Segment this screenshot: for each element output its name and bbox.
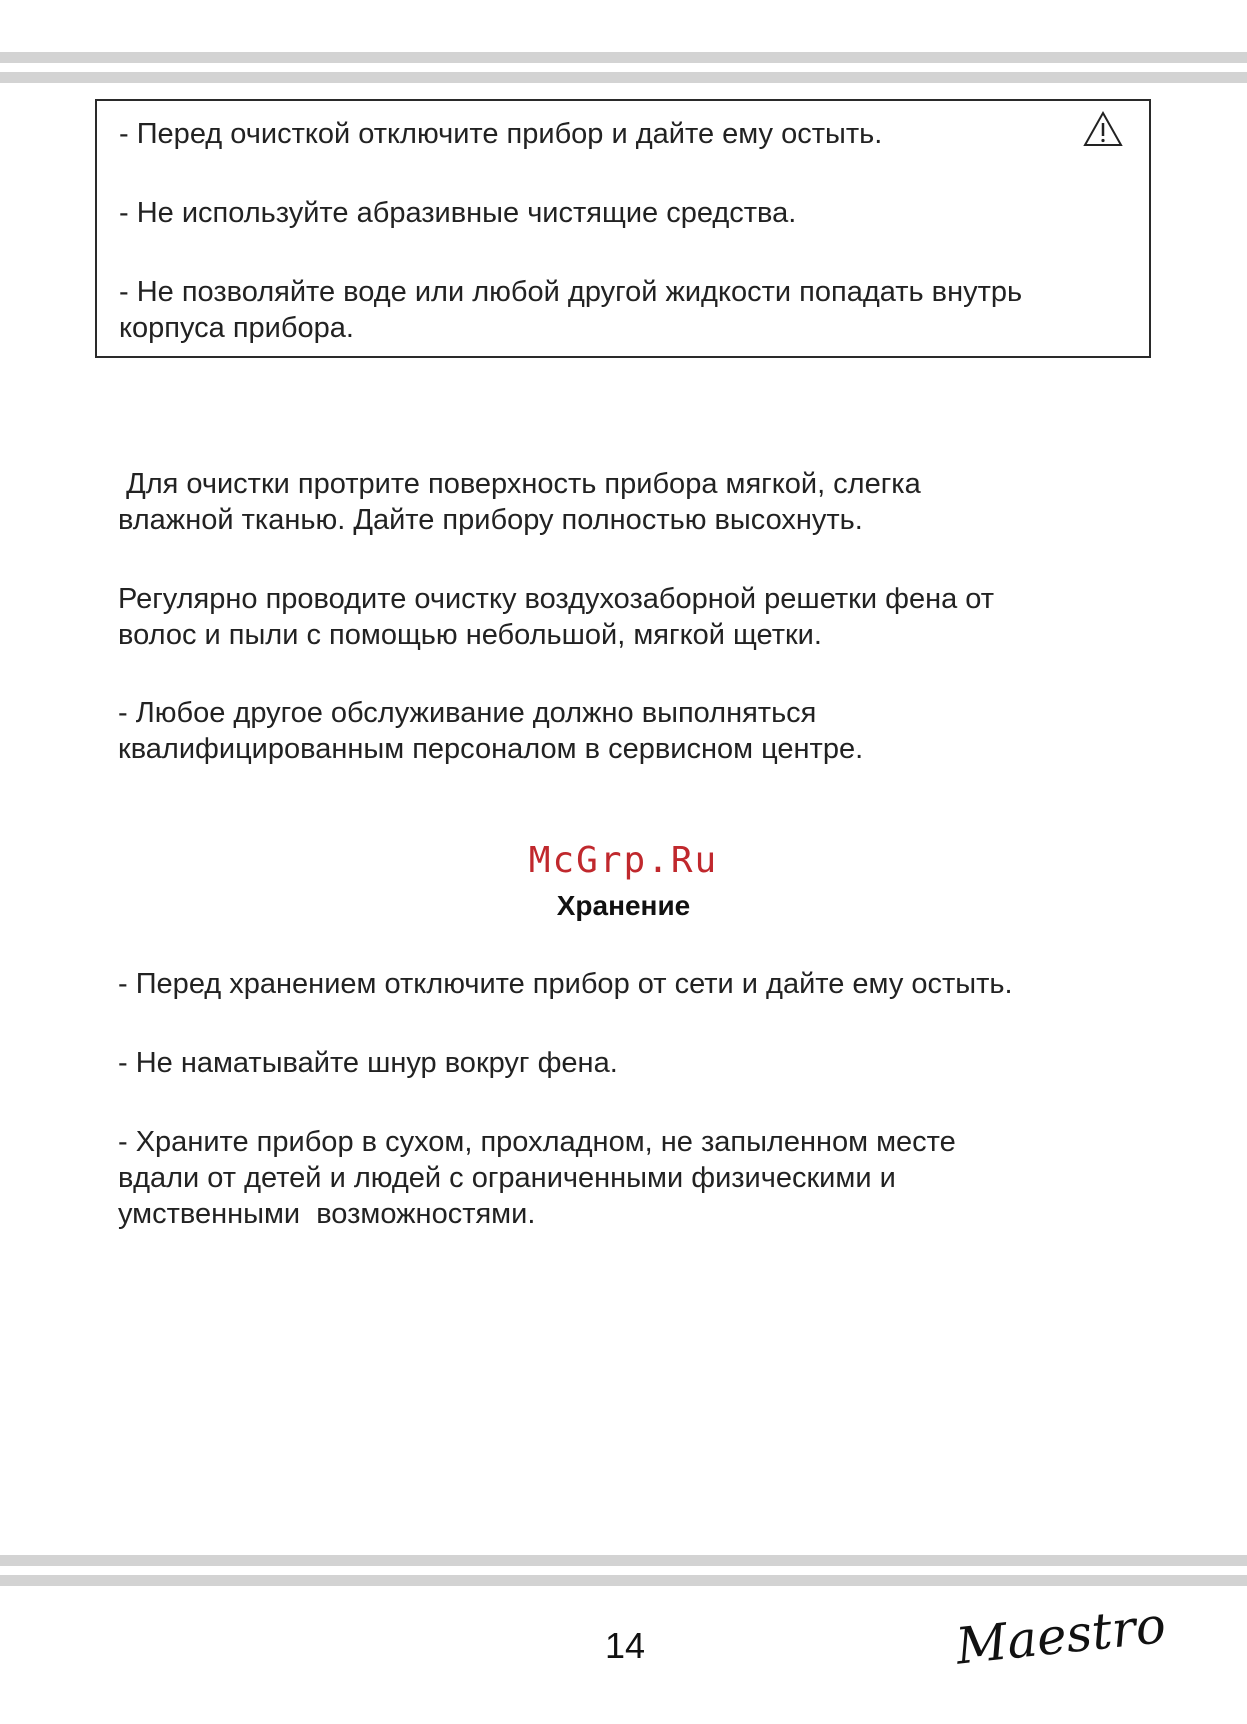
storage-item-1: - Перед хранением отключите прибор от сети и дайте ему остыть.	[118, 968, 1013, 1000]
warning-triangle-icon	[1083, 111, 1123, 147]
bottom-rule-1	[0, 1555, 1247, 1566]
top-rule-2	[0, 72, 1247, 83]
warning-item-1: - Перед очисткой отключите прибор и дайте ему остыть.	[119, 118, 883, 150]
storage-item-3: - Храните прибор в сухом, прохладном, не запыленном месте вдали от детей и людей с ограниченными физическими и умственными возможностями.	[118, 1126, 956, 1230]
page-number: 14	[605, 1625, 646, 1666]
warning-item-3: - Не позволяйте воде или любой другой жидкости попадать внутрь корпуса прибора.	[119, 276, 1023, 344]
cleaning-paragraph-1: Для очистки протрите поверхность прибора мягкой, слегка влажной тканью. Дайте прибору полностью высохнуть.	[118, 468, 921, 536]
section-heading-storage: Хранение	[556, 890, 691, 921]
watermark: McGrp.Ru	[528, 840, 719, 881]
cleaning-paragraph-2: Регулярно проводите очистку воздухозаборной решетки фена от волос и пыли с помощью небольшой, мягкой щетки.	[118, 583, 995, 651]
maestro-logo	[950, 1595, 1169, 1676]
maestro-logo-text: Maestro	[953, 1595, 1169, 1676]
warning-item-2: - Не используйте абразивные чистящие средства.	[119, 197, 797, 229]
cleaning-paragraph-3: - Любое другое обслуживание должно выполняться квалифицированным персоналом в сервисном центре.	[118, 697, 864, 765]
top-rule-1	[0, 52, 1247, 63]
storage-item-2: - Не наматывайте шнур вокруг фена.	[118, 1047, 618, 1079]
warning-box	[95, 99, 1151, 358]
bottom-rule-2	[0, 1575, 1247, 1586]
